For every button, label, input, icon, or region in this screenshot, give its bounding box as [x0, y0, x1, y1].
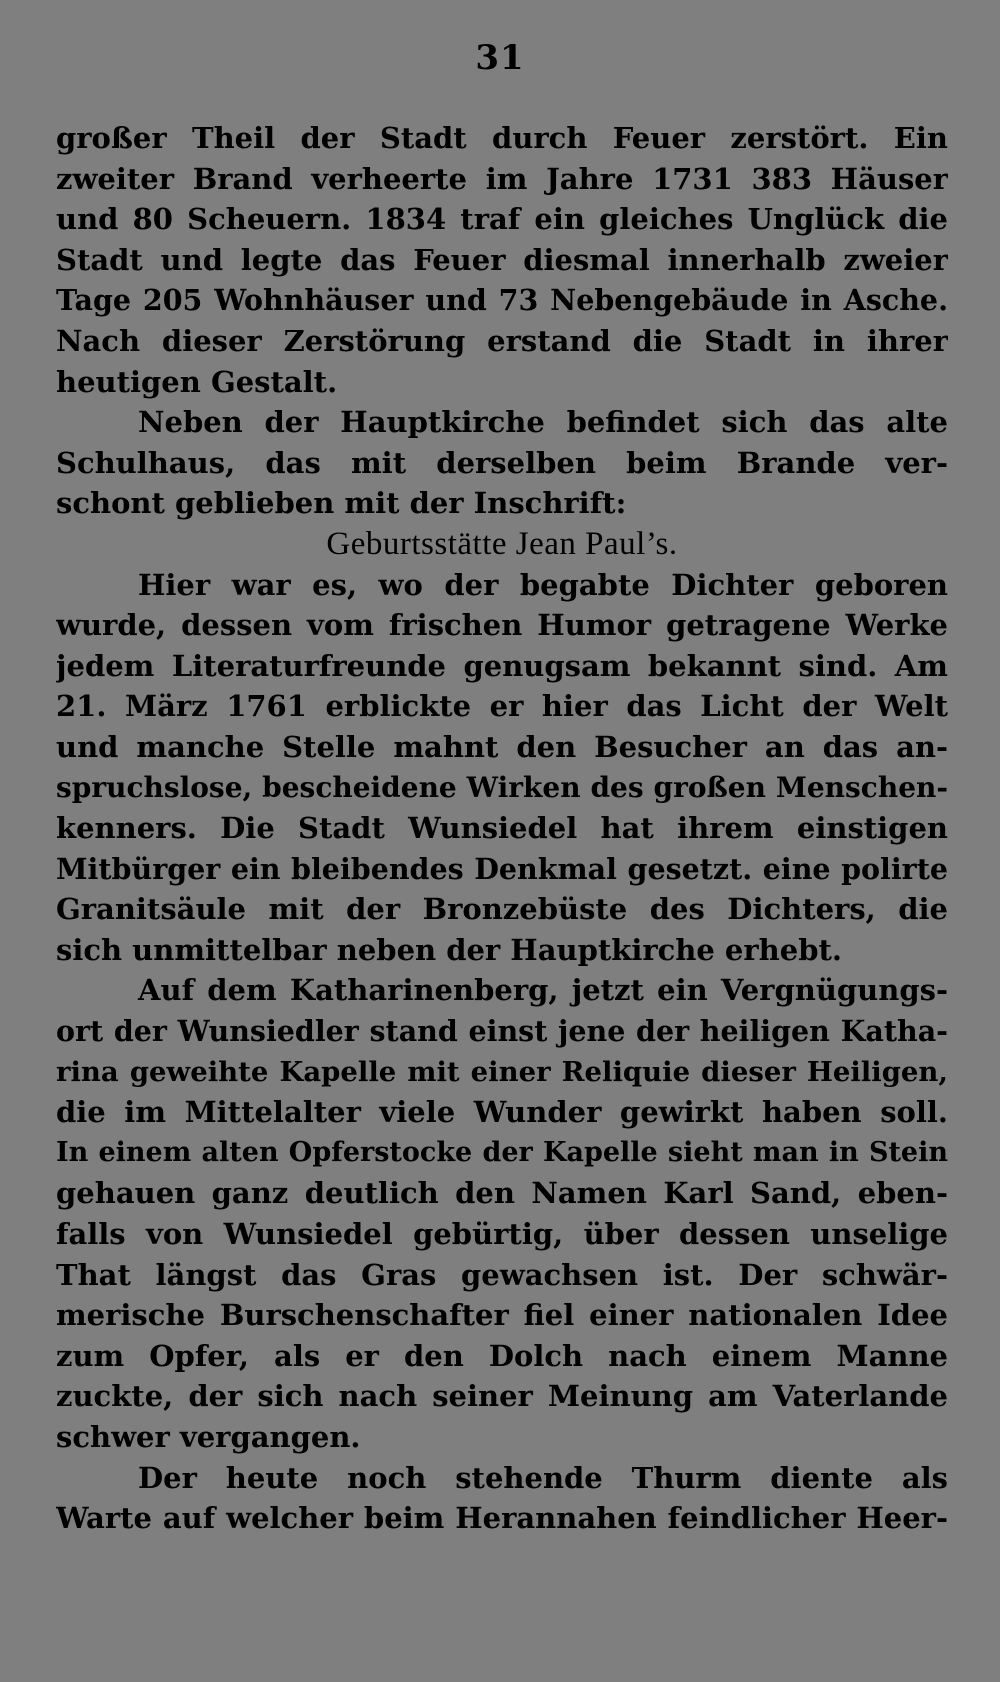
- text-line: In einem alten Opferstocke der Kapelle sieht man in Stein: [56, 1136, 948, 1168]
- text-line: schont geblieben mit der Inschrift:: [56, 486, 627, 521]
- text-line: rina geweihte Kapelle mit einer Reliquie dieser Heiligen,: [56, 1055, 948, 1088]
- text-line: sich unmittelbar neben der Hauptkirche erhebt.: [56, 932, 842, 967]
- text-line: Hier war es, wo der begabte Dichter geboren: [138, 567, 948, 602]
- text-line: falls von Wunsiedel gebürtig, über dessen unselige: [56, 1217, 948, 1252]
- text-line: wurde, dessen vom frischen Humor getragene Werke: [56, 608, 948, 643]
- text-line: und manche Stelle mahnt den Besucher an das an-: [56, 729, 948, 764]
- text-line: Mitbürger ein bleibendes Denkmal gesetzt. eine polirte: [56, 851, 948, 886]
- text-line: Tage 205 Wohnhäuser und 73 Nebengebäude in Asche.: [56, 283, 948, 318]
- text-line: Granitsäule mit der Bronzebüste des Dichters, die: [56, 892, 948, 927]
- text-line: Der heute noch stehende Thurm diente als: [138, 1460, 948, 1495]
- text-line: merische Burschenschafter fiel einer nationalen Idee: [56, 1298, 948, 1333]
- text-line: jedem Literaturfreunde genugsam bekannt sind. Am: [56, 648, 948, 683]
- text-line: die im Mittelalter viele Wunder gewirkt haben soll.: [56, 1095, 948, 1130]
- text-line: schwer vergangen.: [56, 1420, 361, 1454]
- text-line: That längst das Gras gewachsen ist. Der schwär-: [56, 1257, 948, 1292]
- text-line: kenners. Die Stadt Wunsiedel hat ihrem einstigen: [56, 811, 948, 846]
- text-line: Stadt und legte das Feuer diesmal innerhalb zweier: [56, 242, 948, 277]
- text-line: großer Theil der Stadt durch Feuer zerstört. Ein: [56, 121, 948, 155]
- text-line: spruchslose, bescheidene Wirken des großen Menschen-: [56, 770, 948, 804]
- page-number: 31: [475, 38, 525, 78]
- text-line: Nach dieser Zerstörung erstand die Stadt in ihrer: [56, 323, 948, 358]
- text-line: 21. März 1761 erblickte er hier das Licht der Welt: [56, 689, 948, 724]
- body-text: [56, 118, 948, 1539]
- text-line: und 80 Scheuern. 1834 traf ein gleiches Unglück die: [56, 202, 948, 237]
- text-line: zum Opfer, als er den Dolch nach einem Manne: [56, 1338, 948, 1373]
- text-line: zuckte, der sich nach seiner Meinung am Vaterlande: [56, 1379, 948, 1414]
- text-line: Auf dem Katharinenberg, jetzt ein Vergnügungs-: [138, 973, 948, 1008]
- text-line: Schulhaus, das mit derselben beim Brande ver-: [56, 445, 948, 480]
- text-line: heutigen Gestalt.: [56, 364, 338, 399]
- text-line: Neben der Hauptkirche befindet sich das alte: [138, 405, 948, 440]
- text-line: gehauen ganz deutlich den Namen Karl Sand, eben-: [56, 1176, 948, 1211]
- text-line: Warte auf welcher beim Herannahen feindlicher Heer-: [56, 1501, 948, 1536]
- text-line: zweiter Brand verheerte im Jahre 1731 383 Häuser: [56, 161, 948, 196]
- text-line: ort der Wunsiedler stand einst jene der heiligen Katha-: [56, 1014, 948, 1049]
- inscription-line: Geburtsstätte Jean Paul’s.: [326, 525, 678, 562]
